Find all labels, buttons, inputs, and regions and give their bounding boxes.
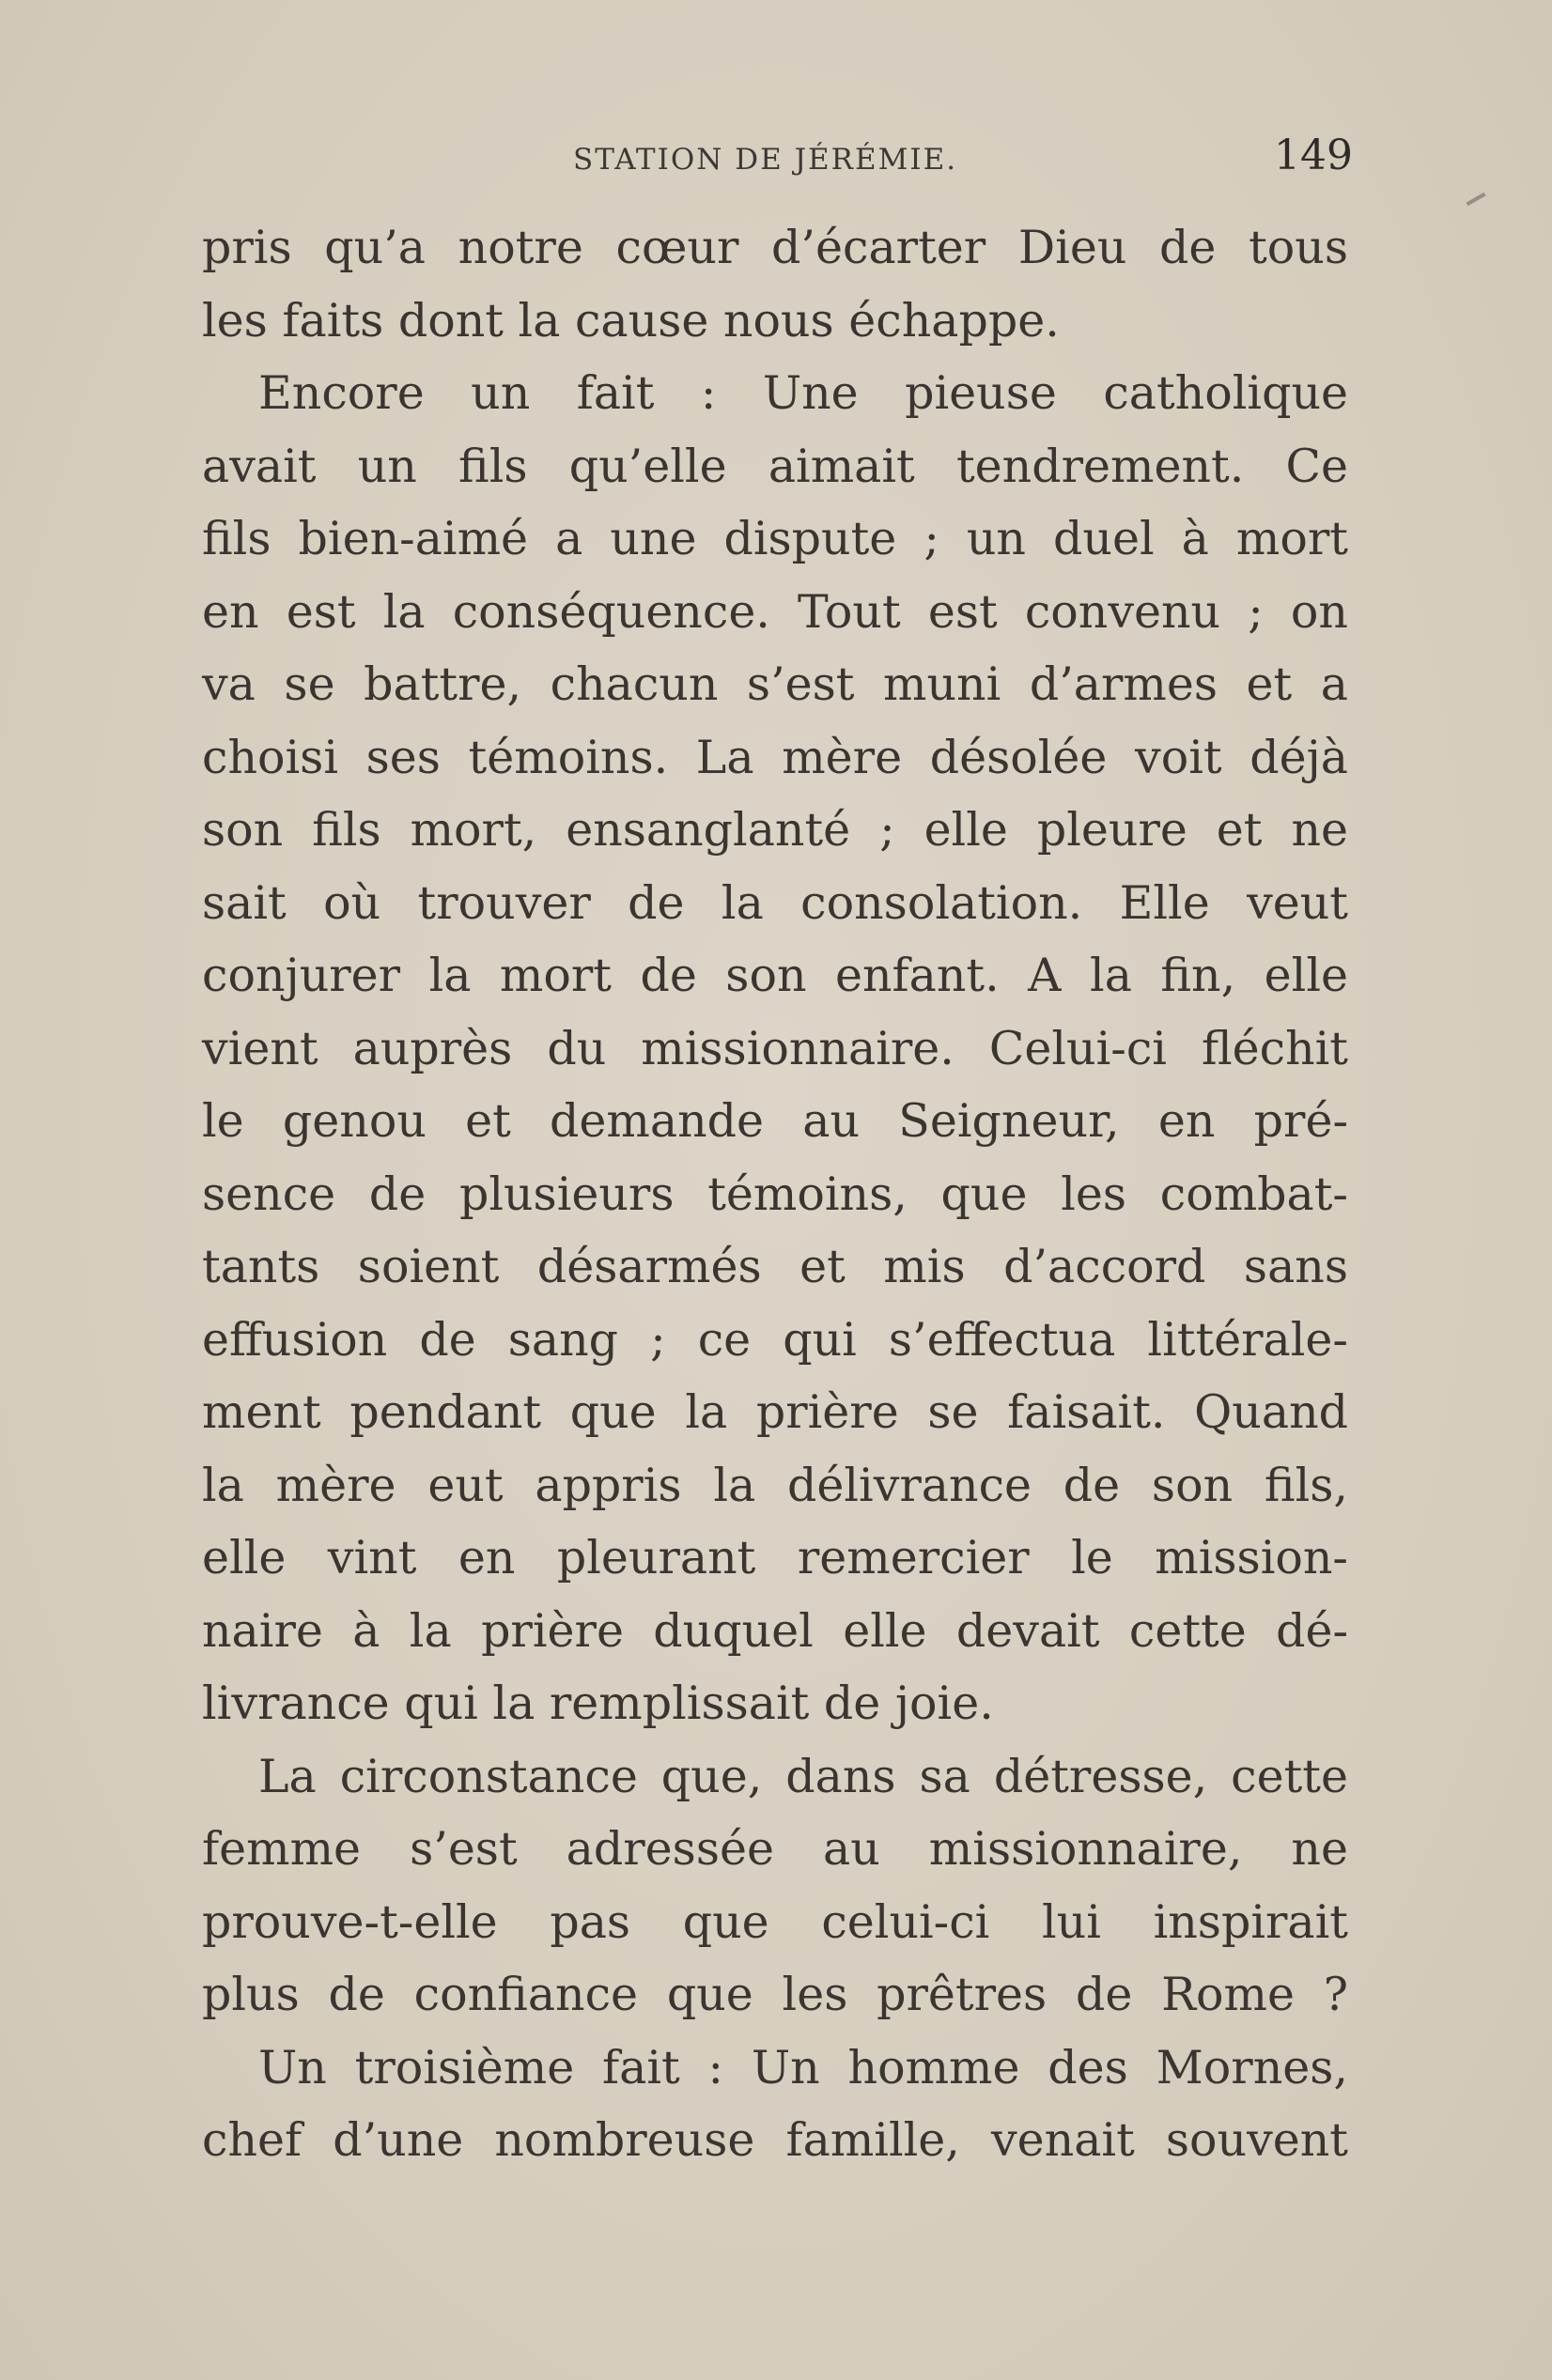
text-line: chef d’une nombreuse famille, venait souvent <box>202 2113 1348 2167</box>
running-title: STATION DE JÉRÉMIE. <box>573 143 958 177</box>
text-line: Encore un fait : Une pieuse catholique <box>258 366 1348 420</box>
text-line: choisi ses témoins. La mère désolée voit déjà <box>202 730 1348 784</box>
text-line: en est la conséquence. Tout est convenu ; on <box>202 584 1348 639</box>
body-text <box>202 211 1348 2177</box>
text-line: prouve-t-elle pas que celui-ci lui inspirait <box>202 1894 1348 1949</box>
text-line: sait où trouver de la consolation. Elle veut <box>202 875 1348 930</box>
ink-speck <box>1466 193 1485 206</box>
page-number: 149 <box>1274 131 1353 179</box>
text-line: les faits dont la cause nous échappe. <box>202 293 1060 348</box>
text-line: livrance qui la remplissait de joie. <box>202 1677 994 1730</box>
text-line: le genou et demande au Seigneur, en pré- <box>202 1094 1348 1148</box>
text-line: effusion de sang ; ce qui s’effectua littérale- <box>202 1312 1348 1367</box>
text-line: avait un fils qu’elle aimait tendrement. Ce <box>202 439 1348 493</box>
text-line: femme s’est adressée au missionnaire, ne <box>202 1822 1348 1876</box>
text-line: vient auprès du missionnaire. Celui-ci fléchit <box>202 1021 1348 1075</box>
text-line: fils bien-aimé a une dispute ; un duel à mort <box>202 512 1348 565</box>
text-line: va se battre, chacun s’est muni d’armes et a <box>202 657 1348 711</box>
text-line: sence de plusieurs témoins, que les combat- <box>202 1167 1348 1221</box>
text-line: pris qu’a notre cœur d’écarter Dieu de tous <box>202 221 1348 274</box>
text-line: la mère eut appris la délivrance de son fils, <box>202 1458 1348 1512</box>
text-line: La circonstance que, dans sa détresse, cette <box>258 1749 1348 1803</box>
text-line: tants soient désarmés et mis d’accord sans <box>202 1240 1348 1293</box>
text-line: elle vint en pleurant remercier le mission- <box>202 1531 1348 1584</box>
running-header <box>197 131 1353 188</box>
text-line: plus de confiance que les prêtres de Rome ? <box>202 1968 1348 2021</box>
text-line: son fils mort, ensanglanté ; elle pleure et ne <box>202 803 1348 857</box>
text-line: ment pendant que la prière se faisait. Quand <box>202 1385 1348 1439</box>
text-line: conjurer la mort de son enfant. A la fin, elle <box>202 949 1348 1002</box>
text-line: Un troisième fait : Un homme des Mornes, <box>258 2040 1348 2094</box>
text-line: naire à la prière duquel elle devait cette dé- <box>202 1603 1348 1658</box>
